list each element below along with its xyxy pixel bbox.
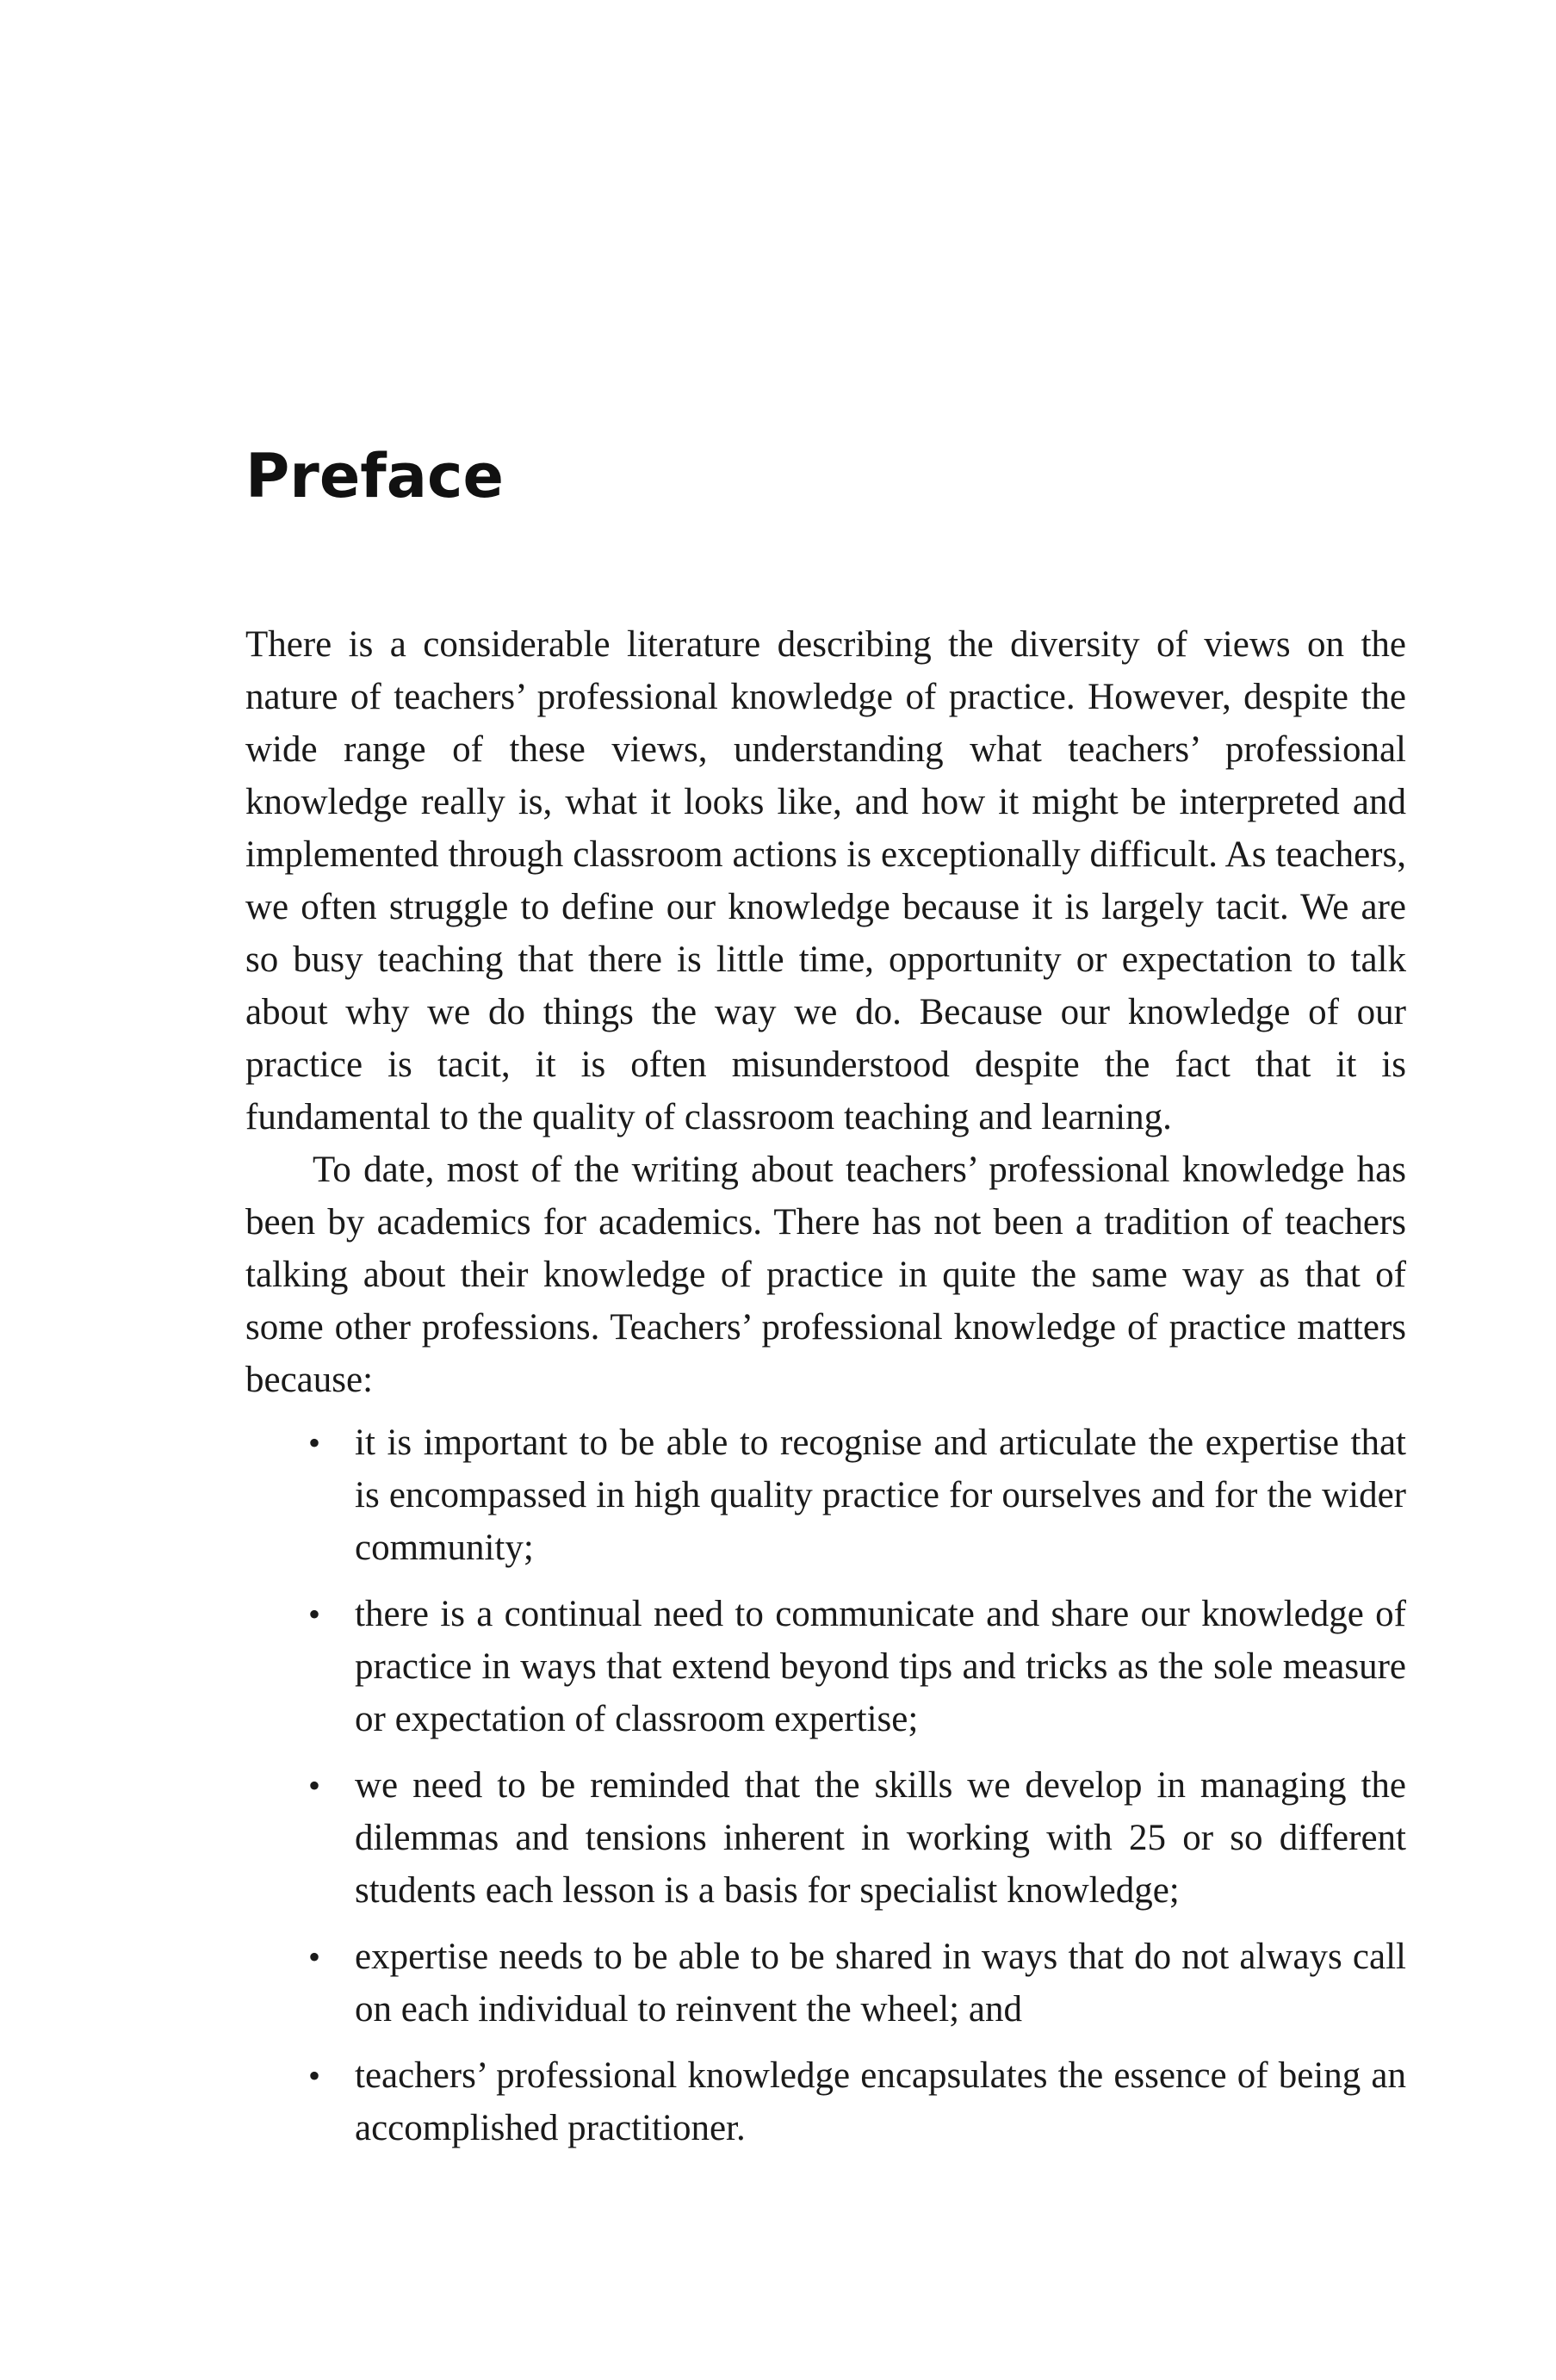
page-title: Preface xyxy=(245,441,504,511)
bullet-icon: • xyxy=(308,1937,321,1976)
list-item-text: we need to be reminded that the skills we develop in managing the dilemmas and tensions inherent in working with 25 or so different students each lesson is a basis for specialist knowledge; xyxy=(355,1765,1406,1911)
list-item xyxy=(308,2049,1406,2154)
list-item-text: there is a continual need to communicate and share our knowledge of practice in ways that extend beyond tips and tricks as the sole measure or expectation of classroom expertise; xyxy=(355,1594,1406,1739)
list-item xyxy=(308,1759,1406,1917)
list-item xyxy=(308,1416,1406,1574)
list-item xyxy=(308,1588,1406,1745)
paragraph-2: To date, most of the writing about teachers’ professional knowledge has been by academics for academics. There has not been a tradition of teachers talking about their knowledge of practice in quite the same way as that of some other professions. Teachers’ professional knowledge of practice matters because: xyxy=(245,1150,1406,1400)
list-item xyxy=(308,1931,1406,2036)
bullet-icon: • xyxy=(308,2056,321,2095)
preface-body xyxy=(245,618,1406,2168)
list-item-text: it is important to be able to recognise and articulate the expertise that is encompassed in high quality practice for ourselves and for the wider community; xyxy=(355,1422,1406,1568)
bullet-icon: • xyxy=(308,1423,321,1462)
list-item-text: expertise needs to be able to be shared in ways that do not always call on each individual to reinvent the wheel; and xyxy=(355,1937,1406,2030)
list-item-text: teachers’ professional knowledge encapsulates the essence of being an accomplished practitioner. xyxy=(355,2055,1406,2148)
bullet-icon: • xyxy=(308,1766,321,1805)
bullet-icon: • xyxy=(308,1595,321,1633)
paragraph-1: There is a considerable literature describing the diversity of views on the nature of teachers’ professional knowledge of practice. However, despite the wide range of these views, understanding what teachers’ professional knowledge really is, what it looks like, and how it might be interpreted and implemented through classroom actions is exceptionally difficult. As teachers, we often struggle to define our knowledge because it is largely tacit. We are so busy teaching that there is little time, opportunity or expectation to talk about why we do things the way we do. Because our knowledge of our practice is tacit, it is often misunderstood despite the fact that it is fundamental to the quality of classroom teaching and learning. xyxy=(245,624,1406,1137)
reasons-list xyxy=(245,1416,1406,2154)
